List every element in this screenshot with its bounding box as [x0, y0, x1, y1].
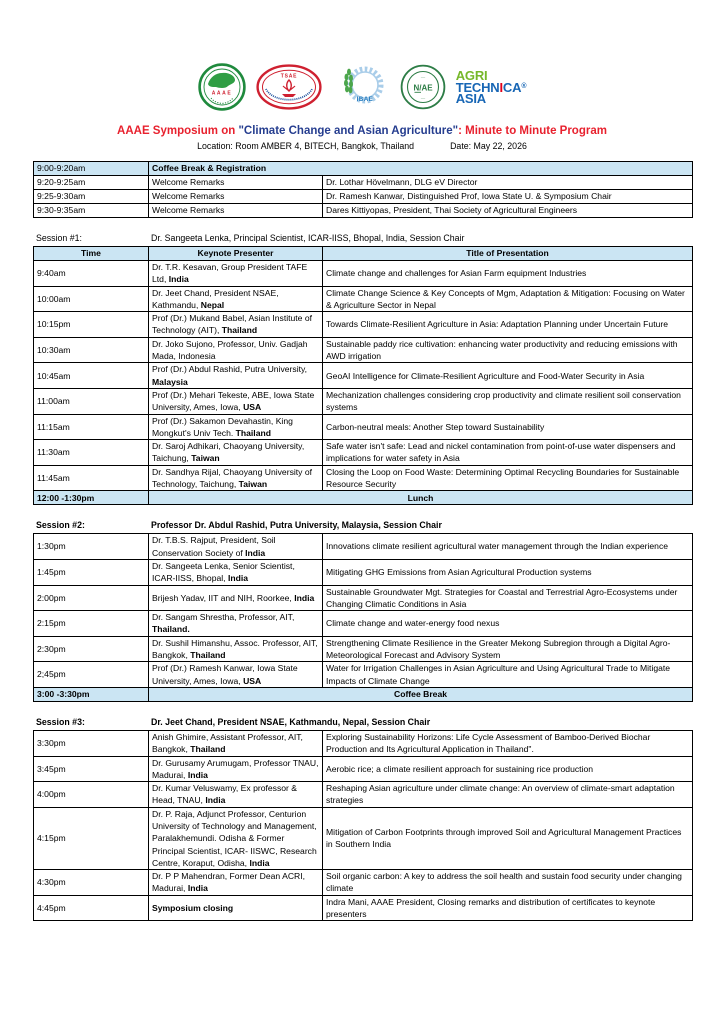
table-row — [34, 204, 693, 218]
presenter-segment: Prof (Dr.) Mukand Babel, Asian Institute of Technology (AIT), — [152, 313, 313, 336]
presenter-segment: India — [249, 857, 270, 868]
title-cell: Exploring Sustainability Horizons: Life Cycle Assessment of Bamboo-Derived Biochar Production and Its Agricultural Application in Thailand". — [323, 730, 693, 756]
agritechnica-line1: AGRI — [455, 68, 488, 83]
time-cell: 4:45pm — [34, 895, 149, 921]
table-row — [34, 363, 693, 389]
page-title — [0, 124, 724, 138]
presenter-segment: Dr. Gurusamy Arumugam, Professor TNAU, Madurai, — [152, 757, 319, 780]
presenter-segment: Prof (Dr.) Ramesh Kanwar, Iowa State University, Ames, Iowa, — [152, 663, 298, 686]
time-cell: 10:15pm — [34, 312, 149, 338]
presenter-segment: Taiwan — [191, 453, 220, 464]
time-cell: 4:30pm — [34, 870, 149, 896]
table-row — [34, 337, 693, 363]
title-cell: Indra Mani, AAAE President, Closing remarks and distribution of certificates to keynote presenters — [323, 895, 693, 921]
presenter-segment: Prof (Dr.) Mehari Tekeste, ABE, Iowa State University, Ames, Iowa, — [152, 389, 315, 413]
presenter-segment: USA — [243, 675, 262, 686]
presenter-segment: Brijesh Yadav, IIT and NIH, Roorkee, — [152, 592, 295, 603]
time-cell: 3:45pm — [34, 756, 149, 782]
time-cell: 10:45am — [34, 363, 149, 389]
table-row — [34, 611, 693, 637]
title-cell: Aerobic rice; a climate resilient approach for sustaining rice production — [323, 756, 693, 782]
time-cell: 11:30am — [34, 440, 149, 466]
title-cell: Closing the Loop on Food Waste: Determining Optimal Recycling Boundaries for Sustainable Resource Security — [323, 465, 693, 491]
ibae-logo-graphic — [332, 63, 390, 111]
title-cell: GeoAI Intelligence for Climate-Resilient Agriculture and Food-Water Security in Asia — [323, 363, 693, 389]
table-row — [34, 585, 693, 611]
table-row — [34, 756, 693, 782]
presenter-segment: Prof (Dr.) Abdul Rashid, Putra University, — [152, 364, 308, 375]
presenter-segment: India — [187, 769, 208, 780]
session-header — [33, 519, 692, 531]
presenter-segment: Malaysia — [152, 376, 188, 387]
column-header: Time — [34, 247, 149, 261]
session-table-body — [34, 730, 693, 920]
table-row — [34, 312, 693, 338]
title-cell: Soil organic carbon: A key to address the soil health and sustain food security under changing climate — [323, 870, 693, 896]
presenter-segment: Thailand — [221, 325, 258, 336]
table-row — [34, 662, 693, 688]
title-cell: Reshaping Asian agriculture under climate change: An overview of climate-smart adaptation strategies — [323, 782, 693, 808]
title-cell: Mitigating GHG Emissions from Asian Agricultural Production systems — [323, 559, 693, 585]
event-cell: Welcome Remarks — [149, 190, 323, 204]
table-row — [34, 636, 693, 662]
presenter-cell — [149, 807, 323, 869]
nae-logo — [400, 64, 446, 110]
presenter-segment: Nepal — [200, 299, 225, 310]
logo-row — [0, 0, 724, 112]
title-cell: Mechanization challenges considering crop productivity and climate resilient soil conservation systems — [323, 388, 693, 414]
time-cell: 9:40am — [34, 261, 149, 287]
svg-text:----: ---- — [420, 75, 425, 80]
time-cell: 11:00am — [34, 388, 149, 414]
title-cell: Climate change and water-energy food nexus — [323, 611, 693, 637]
presenter-cell — [149, 756, 323, 782]
presenter-cell — [149, 611, 323, 637]
title-segment: "Climate Change and Asian Agriculture" — [238, 125, 459, 137]
time-cell: 9:00-9:20am — [34, 162, 149, 176]
title-cell: Water for Irrigation Challenges in Asian Agriculture and Using Agricultural Trade to Mitigate Impacts of Climate Change — [323, 662, 693, 688]
presenter-cell — [149, 585, 323, 611]
presenter-segment: Anish Ghimire, Assistant Professor, AIT, Bangkok, — [152, 731, 303, 755]
title-cell: Sustainable paddy rice cultivation: enhancing water productivity and reducing emissions with AWD irrigation — [323, 337, 693, 363]
presenter-cell — [149, 312, 323, 338]
title-cell: Carbon-neutral meals: Another Step toward Sustainability — [323, 414, 693, 440]
presenter-cell — [149, 782, 323, 808]
presenter-segment: Dr. P. Raja, Adjunct Professor, Centurion University of Technology and Management, Paralakhemundi. Odisha & Former Principal Scientist, ICAR- IISWC, Research Centre, Koraput, Odisha, — [152, 808, 317, 868]
presenter-cell — [149, 895, 323, 921]
title-cell: Climate Change Science & Key Concepts of Mgm, Adaptation & Mitigation: Focusing on Water & Agriculture Sector in Nepal — [323, 286, 693, 312]
svg-text:----: ---- — [420, 96, 425, 100]
presenter-segment: Thailand. — [152, 624, 190, 635]
table-row — [34, 559, 693, 585]
speaker-cell: Dr. Ramesh Kanwar, Distinguished Prof, Iowa State U. & Symposium Chair — [323, 190, 693, 204]
presenter-segment: India — [294, 592, 315, 603]
presenter-cell — [149, 337, 323, 363]
time-cell: 12:00 -1:30pm — [34, 491, 149, 505]
title-segment: AAAE Symposium on — [117, 125, 239, 137]
time-cell: 2:00pm — [34, 585, 149, 611]
time-cell: 1:30pm — [34, 534, 149, 560]
nae-logo-graphic — [400, 64, 446, 110]
table-row — [34, 730, 693, 756]
session-label: Session #1: — [36, 233, 82, 243]
table-row — [34, 465, 693, 491]
presenter-segment: Dr. Kumar Veluswamy, Ex professor & Head, TNAU, — [152, 783, 298, 806]
time-cell: 1:45pm — [34, 559, 149, 585]
title-cell: Innovations climate resilient agricultural water management through the Indian experience — [323, 534, 693, 560]
nae-logo-text: N/AE — [413, 83, 433, 93]
presenter-cell — [149, 440, 323, 466]
tsae-logo — [256, 64, 322, 110]
ibae-logo-text: IBAE — [356, 97, 374, 103]
date-text: Date: May 22, 2026 — [450, 141, 527, 151]
presenter-segment: Dr. Sangam Shrestha, Professor, AIT, — [152, 612, 295, 623]
break-row — [34, 491, 693, 505]
table-row — [34, 895, 693, 921]
event-cell: Welcome Remarks — [149, 204, 323, 218]
presenter-segment: Dr. Sandhya Rijal, Chaoyang University of Technology, Taichung, — [152, 466, 313, 490]
title-cell: Strengthening Climate Resilience in the Greater Mekong Subregion through a Digital Agro-Meteorological Forecast and Advisory System — [323, 636, 693, 662]
presenter-cell — [149, 559, 323, 585]
column-header-row — [34, 247, 693, 261]
presenter-segment: Dr. Sushil Himanshu, Assoc. Professor, AIT, Bangkok, — [152, 637, 318, 661]
table-row — [34, 162, 693, 176]
agritechnica-asia-logo — [456, 70, 527, 104]
time-cell: 3:00 -3:30pm — [34, 687, 149, 701]
time-cell: 9:25-9:30am — [34, 190, 149, 204]
aaae-logo-graphic — [198, 63, 246, 111]
session-chair: Dr. Jeet Chand, President NSAE, Kathmandu, Nepal, Session Chair — [151, 716, 431, 727]
opening-table-body — [34, 162, 693, 218]
break-label-cell: Coffee Break — [149, 687, 693, 701]
aaae-logo-text: AAAE — [211, 90, 233, 97]
table-row — [34, 414, 693, 440]
session-chair: Dr. Sangeeta Lenka, Principal Scientist, ICAR-IISS, Bhopal, India, Session Chair — [151, 233, 465, 243]
table-row — [34, 870, 693, 896]
session-header — [33, 232, 692, 244]
presenter-cell — [149, 261, 323, 287]
time-cell: 11:15am — [34, 414, 149, 440]
presenter-segment: Dr. Joko Sujono, Professor, Univ. Gadjah Mada, Indonesia — [152, 338, 308, 362]
presenter-segment: Dr. T.B.S. Rajput, President, Soil Conservation Society of — [152, 535, 276, 558]
presenter-cell — [149, 465, 323, 491]
table-row — [34, 190, 693, 204]
session-table — [33, 533, 693, 702]
time-cell: 9:30-9:35am — [34, 204, 149, 218]
table-row — [34, 440, 693, 466]
location-text: Location: Room AMBER 4, BITECH, Bangkok, Thailand — [197, 141, 415, 151]
agritechnica-line2: TECHNICA® — [455, 80, 527, 95]
table-row — [34, 534, 693, 560]
presenter-segment: Thailand — [235, 427, 271, 438]
title-cell: Towards Climate-Resilient Agriculture in Asia: Adaptation Planning under Uncertain Future — [323, 312, 693, 338]
presenter-segment: USA — [243, 402, 262, 413]
time-cell: 9:20-9:25am — [34, 176, 149, 190]
session-table-body — [34, 534, 693, 702]
time-cell: 2:30pm — [34, 636, 149, 662]
table-row — [34, 807, 693, 869]
registered-mark-icon: ® — [521, 83, 527, 90]
presenter-cell — [149, 363, 323, 389]
table-row — [34, 782, 693, 808]
presenter-segment: India — [168, 274, 189, 285]
presenter-segment: Dr. Sangeeta Lenka, Senior Scientist, ICAR-IISS, Bhopal, — [152, 560, 295, 584]
time-cell: 2:15pm — [34, 611, 149, 637]
speaker-cell: Dares Kittiyopas, President, Thai Society of Agricultural Engineers — [323, 204, 693, 218]
presenter-segment: Dr. T.R. Kesavan, Group President TAFE Ltd, — [152, 262, 308, 285]
presenter-segment: Taiwan — [238, 479, 268, 490]
presenter-segment: India — [205, 795, 226, 806]
title-cell: Climate change and challenges for Asian Farm equipment Industries — [323, 261, 693, 287]
title-cell: Safe water isn't safe: Lead and nickel contamination from point-of-use water dispensers and implications for water safety in Asia — [323, 440, 693, 466]
presenter-segment: India — [187, 883, 208, 894]
time-cell: 4:00pm — [34, 782, 149, 808]
presenter-segment: Symposium closing — [152, 902, 234, 913]
title-cell: Sustainable Groundwater Mgt. Strategies for Coastal and Terrestrial Agro-Ecosystems under Changing Climatic Conditions in Asia — [323, 585, 693, 611]
ibae-logo — [332, 63, 390, 111]
time-cell: 4:15pm — [34, 807, 149, 869]
presenter-segment: Dr. P P Mahendran, Former Dean ACRI, Madurai, — [152, 871, 306, 894]
column-header: Keynote Presenter — [149, 247, 323, 261]
tsae-logo-graphic — [256, 64, 322, 110]
presenter-segment: Thailand — [190, 744, 226, 755]
session-header — [33, 716, 692, 728]
title-cell: Mitigation of Carbon Footprints through improved Soil and Agricultural Management Practices in Southern India — [323, 807, 693, 869]
subtitle-line — [0, 141, 724, 152]
agritechnica-line3: ASIA — [455, 91, 486, 106]
opening-table — [33, 161, 693, 218]
presenter-segment: India — [227, 573, 249, 584]
time-cell: 10:00am — [34, 286, 149, 312]
session-label: Session #2: — [36, 520, 85, 531]
event-label-cell: Coffee Break & Registration — [149, 162, 693, 176]
presenter-cell — [149, 414, 323, 440]
aaae-logo — [198, 63, 246, 111]
presenter-cell — [149, 388, 323, 414]
session-table-body — [34, 247, 693, 505]
presenter-segment: Thailand — [190, 650, 226, 661]
break-label-cell: Lunch — [149, 491, 693, 505]
session-label: Session #3: — [36, 716, 85, 727]
session-table — [33, 246, 693, 505]
break-row — [34, 687, 693, 701]
presenter-cell — [149, 870, 323, 896]
presenter-segment: Dr. Jeet Chand, President NSAE, Kathmandu, — [152, 287, 279, 310]
time-cell: 10:30am — [34, 337, 149, 363]
speaker-cell: Dr. Lothar Hövelmann, DLG eV Director — [323, 176, 693, 190]
program-content — [0, 161, 724, 921]
presenter-segment: India — [245, 547, 266, 558]
session-chair: Professor Dr. Abdul Rashid, Putra University, Malaysia, Session Chair — [151, 520, 442, 531]
presenter-cell — [149, 534, 323, 560]
table-row — [34, 388, 693, 414]
tsae-logo-text: TSAE — [280, 73, 297, 80]
presenter-cell — [149, 662, 323, 688]
table-row — [34, 176, 693, 190]
presenter-cell — [149, 730, 323, 756]
presenter-segment: Dr. Saroj Adhikari, Chaoyang University, Taichung, — [152, 441, 305, 464]
column-header: Title of Presentation — [323, 247, 693, 261]
table-row — [34, 261, 693, 287]
time-cell: 11:45am — [34, 465, 149, 491]
presenter-cell — [149, 286, 323, 312]
time-cell: 3:30pm — [34, 730, 149, 756]
presenter-segment: Prof (Dr.) Sakamon Devahastin, King Mongkut's Univ Tech. — [152, 415, 293, 438]
title-segment: : Minute to Minute Program — [458, 125, 607, 137]
event-cell: Welcome Remarks — [149, 176, 323, 190]
table-row — [34, 286, 693, 312]
time-cell: 2;45pm — [34, 662, 149, 688]
presenter-cell — [149, 636, 323, 662]
session-table — [33, 730, 693, 921]
